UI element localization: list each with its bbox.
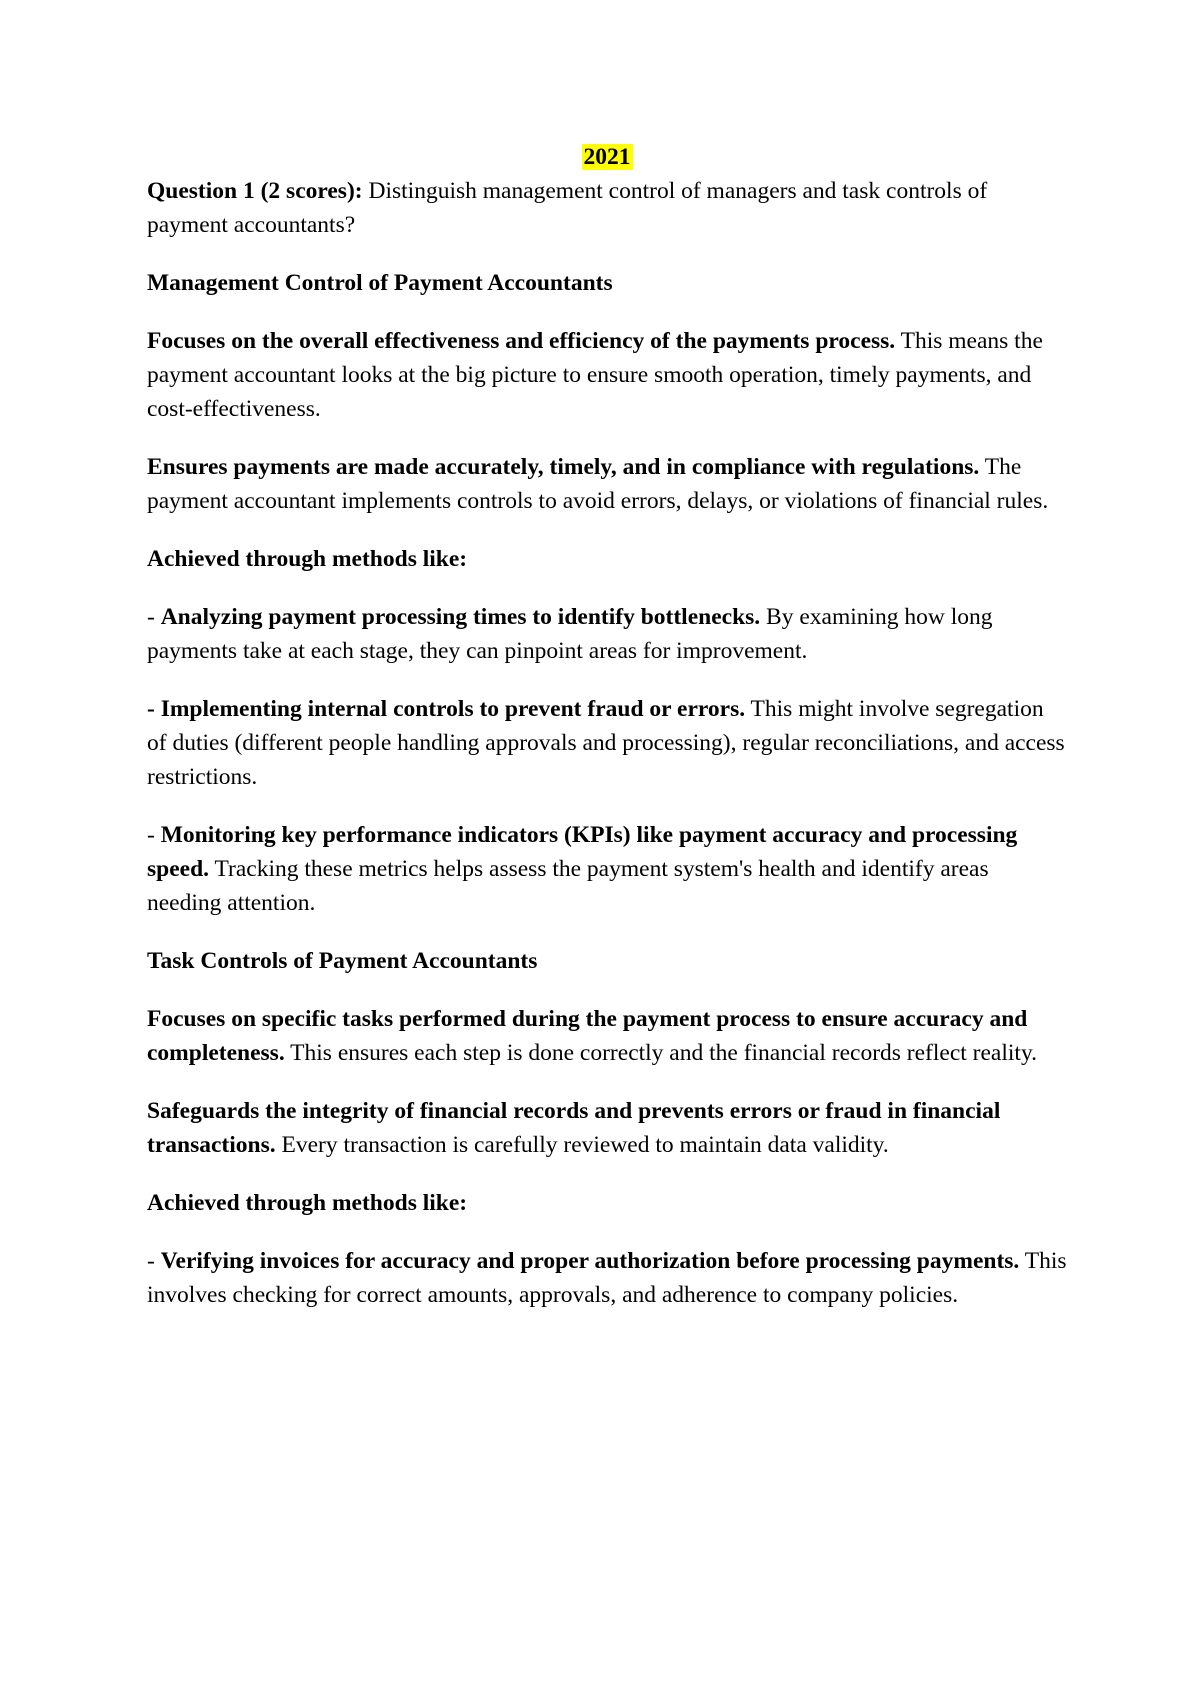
paragraph-bold: Focuses on the overall effectiveness and efficiency of the payments process. bbox=[147, 328, 896, 354]
method-bold: Analyzing payment processing times to identify bottlenecks. bbox=[160, 604, 761, 630]
paragraph-text: The payment accountant implements controls to avoid errors, delays, or violations of financial rules. bbox=[147, 454, 1049, 514]
method-bold: Monitoring key performance indicators (KPIs) like payment accuracy and processing speed. bbox=[147, 822, 1018, 882]
paragraph-text: This ensures each step is done correctly and the financial records reflect reality. bbox=[284, 1040, 1038, 1066]
methods-heading-text: Achieved through methods like: bbox=[147, 1190, 468, 1216]
section-heading-text: Management Control of Payment Accountants bbox=[147, 270, 613, 296]
paragraph bbox=[147, 450, 1067, 518]
question-1 bbox=[147, 174, 1067, 242]
paragraph bbox=[147, 1002, 1067, 1070]
paragraph bbox=[147, 1094, 1067, 1162]
question-text: Distinguish management control of managers and task controls of payment accountants? bbox=[147, 178, 988, 238]
method-text: Tracking these metrics helps assess the payment system's health and identify areas needing attention. bbox=[147, 856, 989, 916]
method-bold: - Implementing internal controls to prevent fraud or errors. bbox=[147, 696, 746, 722]
year-heading bbox=[147, 140, 1067, 174]
section-heading-text: Task Controls of Payment Accountants bbox=[147, 948, 538, 974]
methods-heading bbox=[147, 1186, 1067, 1220]
section-heading-task bbox=[147, 944, 1067, 978]
document-page bbox=[147, 140, 1067, 1336]
method-prefix: - bbox=[147, 1248, 161, 1274]
method-text: This involves checking for correct amounts, approvals, and adherence to company policies. bbox=[147, 1248, 1067, 1308]
question-label: Question 1 (2 scores): bbox=[147, 178, 363, 204]
paragraph-text: Every transaction is carefully reviewed to maintain data validity. bbox=[275, 1132, 889, 1158]
method-item bbox=[147, 818, 1067, 920]
paragraph-bold: Safeguards the integrity of financial records and prevents errors or fraud in financial transactions. bbox=[147, 1098, 1001, 1158]
paragraph bbox=[147, 324, 1067, 426]
method-text: This might involve segregation of duties (different people handling approvals and processing), regular reconciliations, and access restrictions. bbox=[147, 696, 1065, 790]
method-text: By examining how long payments take at each stage, they can pinpoint areas for improvement. bbox=[147, 604, 993, 664]
section-heading-management bbox=[147, 266, 1067, 300]
methods-heading bbox=[147, 542, 1067, 576]
method-prefix: - bbox=[147, 604, 161, 630]
year-highlight: 2021 bbox=[583, 144, 631, 170]
method-item bbox=[147, 1244, 1067, 1312]
method-item bbox=[147, 600, 1067, 668]
method-bold: Verifying invoices for accuracy and proper authorization before processing payments. bbox=[160, 1248, 1020, 1274]
method-prefix: - bbox=[147, 822, 161, 848]
methods-heading-text: Achieved through methods like: bbox=[147, 546, 468, 572]
paragraph-bold: Ensures payments are made accurately, timely, and in compliance with regulations. bbox=[147, 454, 980, 480]
paragraph-bold: Focuses on specific tasks performed during the payment process to ensure accuracy and completeness. bbox=[147, 1006, 1028, 1066]
paragraph-text: This means the payment accountant looks at the big picture to ensure smooth operation, timely payments, and cost-effectiveness. bbox=[147, 328, 1043, 422]
method-item bbox=[147, 692, 1067, 794]
